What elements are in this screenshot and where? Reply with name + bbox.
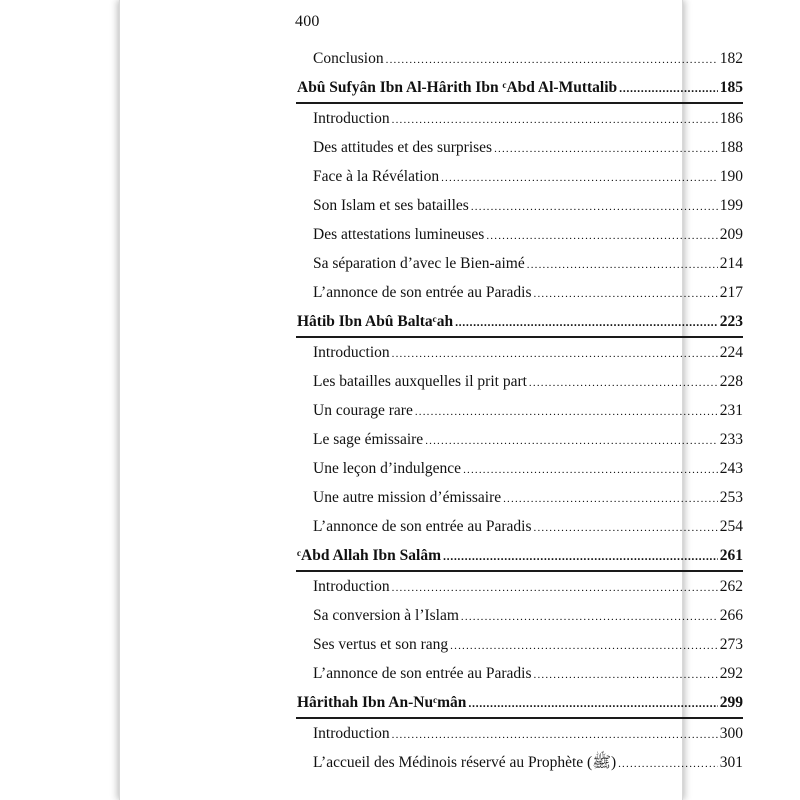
toc-leader-dots — [468, 689, 717, 718]
toc-leader-dots — [425, 427, 718, 456]
toc-entry — [296, 454, 743, 483]
toc-entry-title: L’accueil des Médinois réservé au Prophète (ﷺ) — [313, 754, 617, 771]
toc-entry-title: Des attestations lumineuses — [313, 226, 485, 243]
toc-entry-page: 301 — [719, 754, 743, 771]
toc-entry-page: 186 — [719, 110, 743, 127]
toc-entry-title: Le sage émissaire — [313, 431, 424, 448]
toc-entry-title: Une autre mission d’émissaire — [313, 489, 502, 506]
toc-leader-dots — [443, 542, 718, 571]
toc-leader-dots — [386, 46, 718, 75]
toc-chapter-title: Hâtib Ibn Abû Baltaᶜah — [297, 313, 454, 330]
toc-entry — [296, 425, 743, 454]
toc-entry-page: 300 — [719, 725, 743, 742]
toc-entry-title: L’annonce de son entrée au Paradis — [313, 518, 532, 535]
toc-leader-dots — [450, 632, 718, 661]
toc-leader-dots — [392, 106, 718, 135]
toc-chapter-page: 185 — [719, 79, 743, 96]
toc-entry — [296, 104, 743, 133]
toc-leader-dots — [503, 485, 718, 514]
toc-entry-title: Sa séparation d’avec le Bien-aimé — [313, 255, 525, 272]
toc-entry-page: 233 — [719, 431, 743, 448]
toc-entry-title: Introduction — [313, 344, 390, 361]
toc-entry-page: 209 — [719, 226, 743, 243]
toc-leader-dots — [534, 280, 718, 309]
toc-chapter-page: 223 — [719, 313, 743, 330]
toc-leader-dots — [534, 661, 718, 690]
toc-entry-page: 199 — [719, 197, 743, 214]
toc-entry-title: L’annonce de son entrée au Paradis — [313, 284, 532, 301]
toc-leader-dots — [392, 574, 718, 603]
toc-entry-title: L’annonce de son entrée au Paradis — [313, 665, 532, 682]
toc-entry-title: Un courage rare — [313, 402, 413, 419]
toc-entry — [296, 162, 743, 191]
page-number: 400 — [295, 13, 320, 30]
toc-entry-title: Une leçon d’indulgence — [313, 460, 462, 477]
toc-entry-page: 266 — [719, 607, 743, 624]
toc-chapter-heading — [296, 688, 743, 719]
toc-entry-title: Ses vertus et son rang — [313, 636, 449, 653]
toc-entry — [296, 220, 743, 249]
toc-entry-page: 224 — [719, 344, 743, 361]
toc-entry — [296, 483, 743, 512]
toc-leader-dots — [527, 251, 718, 280]
toc-entry — [296, 191, 743, 220]
toc-entry — [296, 338, 743, 367]
toc-leader-dots — [486, 222, 717, 251]
toc-leader-dots — [534, 514, 718, 543]
toc-entry — [296, 512, 743, 541]
toc-entry-page: 254 — [719, 518, 743, 535]
toc-entry-title: Conclusion — [313, 50, 384, 67]
toc-entry-page: 228 — [719, 373, 743, 390]
book-page — [119, 0, 743, 800]
toc-leader-dots — [455, 308, 718, 337]
toc-leader-dots — [529, 369, 718, 398]
toc-entry — [296, 748, 743, 777]
toc-leader-dots — [494, 135, 718, 164]
toc-leader-dots — [619, 74, 718, 103]
toc-entry — [296, 630, 743, 659]
toc-entry — [296, 719, 743, 748]
toc-entry — [296, 44, 743, 73]
toc-entry-title: Des attitudes et des surprises — [313, 139, 493, 156]
toc-chapter-title: Hârithah Ibn An-Nuᶜmân — [297, 694, 467, 711]
toc-leader-dots — [463, 456, 718, 485]
toc-entry-title: Sa conversion à l’Islam — [313, 607, 459, 624]
toc-chapter-title: ᶜAbd Allah Ibn Salâm — [297, 547, 442, 564]
toc-entry-page: 217 — [719, 284, 743, 301]
toc-entry-page: 273 — [719, 636, 743, 653]
toc-entry-title: Introduction — [313, 578, 390, 595]
toc-entry — [296, 278, 743, 307]
toc-entry-page: 188 — [719, 139, 743, 156]
table-of-contents — [296, 44, 743, 777]
toc-entry-title: Les batailles auxquelles il prit part — [313, 373, 527, 390]
toc-leader-dots — [461, 603, 718, 632]
toc-entry-page: 292 — [719, 665, 743, 682]
toc-entry-page: 262 — [719, 578, 743, 595]
toc-chapter-heading — [296, 73, 743, 104]
toc-leader-dots — [415, 398, 718, 427]
toc-leader-dots — [392, 721, 718, 750]
toc-entry-title: Son Islam et ses batailles — [313, 197, 469, 214]
toc-chapter-page: 261 — [719, 547, 743, 564]
toc-chapter-page: 299 — [719, 694, 743, 711]
toc-entry-page: 253 — [719, 489, 743, 506]
toc-entry-page: 182 — [719, 50, 743, 67]
toc-entry — [296, 396, 743, 425]
toc-entry — [296, 249, 743, 278]
toc-entry — [296, 601, 743, 630]
toc-entry-page: 214 — [719, 255, 743, 272]
toc-entry-title: Face à la Révélation — [313, 168, 440, 185]
toc-chapter-heading — [296, 307, 743, 338]
toc-entry — [296, 367, 743, 396]
toc-entry — [296, 659, 743, 688]
toc-entry-title: Introduction — [313, 725, 390, 742]
toc-leader-dots — [392, 340, 718, 369]
toc-entry-page: 190 — [719, 168, 743, 185]
toc-entry-title: Introduction — [313, 110, 390, 127]
toc-leader-dots — [471, 193, 718, 222]
toc-entry — [296, 572, 743, 601]
toc-leader-dots — [441, 164, 718, 193]
toc-leader-dots — [618, 750, 718, 779]
toc-entry-page: 243 — [719, 460, 743, 477]
toc-chapter-heading — [296, 541, 743, 572]
toc-entry-page: 231 — [719, 402, 743, 419]
toc-chapter-title: Abû Sufyân Ibn Al-Hârith Ibn ᶜAbd Al-Muttalib — [297, 79, 618, 96]
toc-entry — [296, 133, 743, 162]
